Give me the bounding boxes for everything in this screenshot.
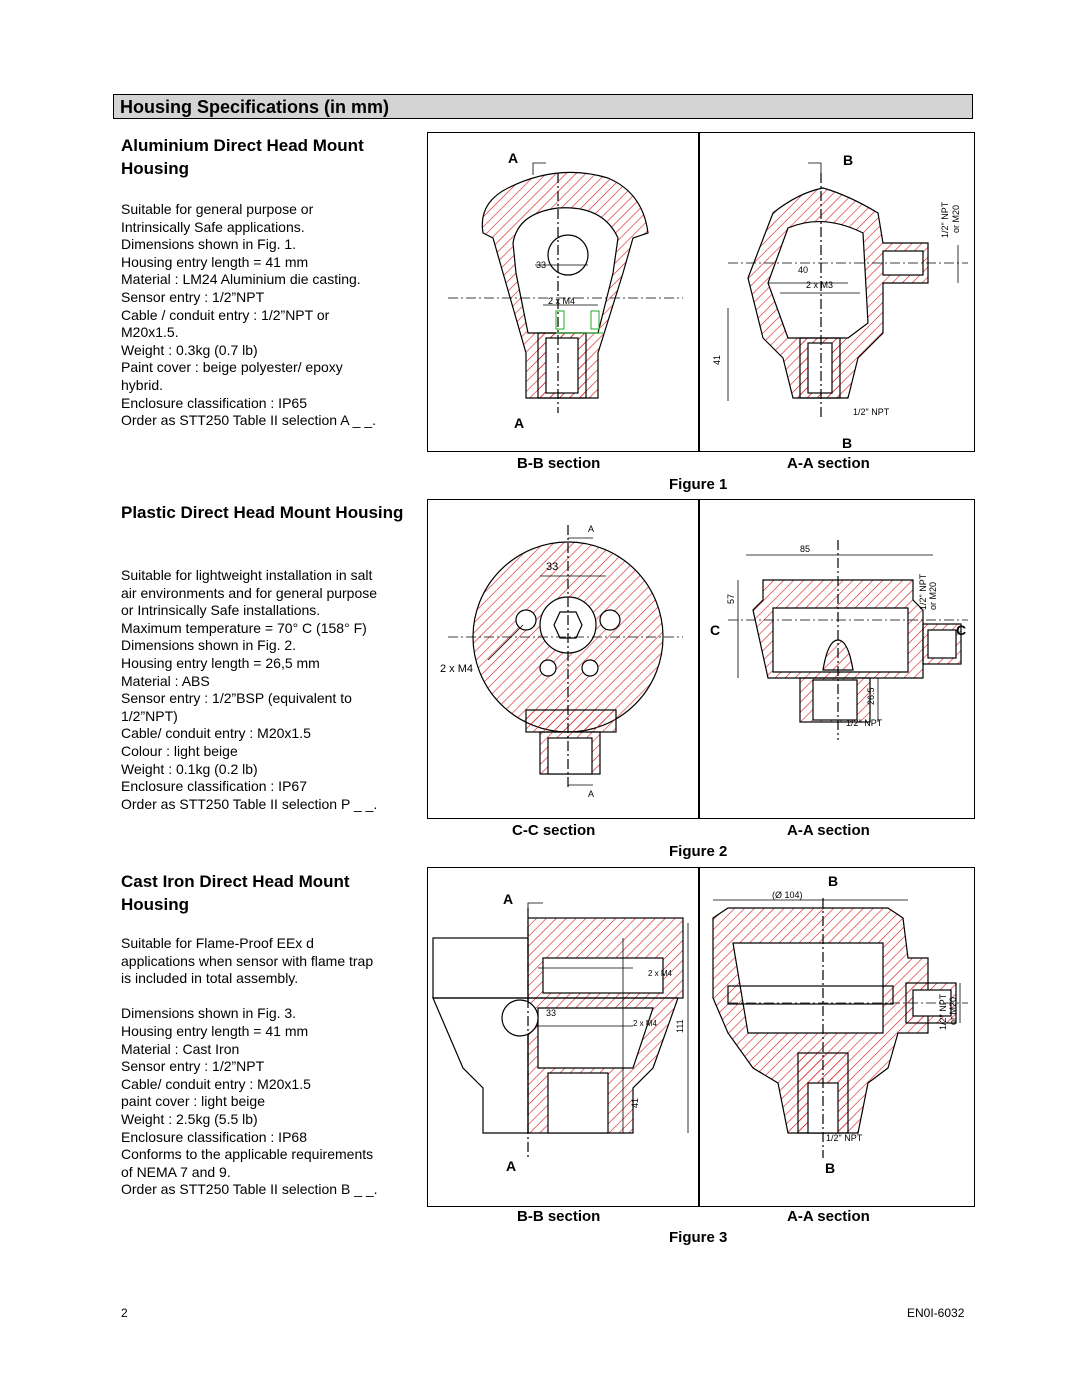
figure-2-label: Figure 2 <box>669 843 728 860</box>
dimension-label: 2 x M3 <box>806 280 834 290</box>
spec-line: Order as STT250 Table II selection B _ _. <box>121 1181 378 1198</box>
spec-line: Weight : 2.5kg (5.5 lb) <box>121 1110 258 1127</box>
spec-line: Suitable for lightweight installation in salt <box>121 567 373 583</box>
dimension-label: or M20 <box>948 996 958 1025</box>
spec-line: Enclosure classification : IP68 <box>121 1128 307 1145</box>
dimension-label: or M20 <box>928 581 938 610</box>
dimension-label: 33 <box>546 1008 557 1018</box>
section-marker-b: B <box>825 1160 836 1176</box>
spec-line: or Intrinsically Safe installations. <box>121 602 321 619</box>
section-marker-a: A <box>514 415 525 431</box>
aluminium-heading: Aluminium Direct Head Mount Housing <box>121 136 364 178</box>
dimension-label: 1/2" NPT <box>846 718 883 728</box>
spec-line: Housing entry length = 41 mm <box>121 1022 309 1039</box>
section-marker-a: A <box>588 524 595 534</box>
section-marker-a: A <box>588 789 595 799</box>
spec-line: Cable/ conduit entry : M20x1.5 <box>121 1075 311 1092</box>
spec-line: hybrid. <box>121 376 164 393</box>
spec-line: Cable/ conduit entry : M20x1.5 <box>121 725 311 742</box>
cast-iron-description <box>121 935 421 1199</box>
dimension-label: 41 <box>630 1097 640 1108</box>
spec-line: Material : LM24 Aluminium die casting. <box>121 271 361 288</box>
section-marker-a: A <box>506 1158 517 1174</box>
spec-line: Weight : 0.3kg (0.7 lb) <box>121 341 258 358</box>
spec-line: Paint cover : beige polyester/ epoxy <box>121 359 343 376</box>
figure-3-drawing <box>428 868 974 1206</box>
spec-line: Sensor entry : 1/2”NPT <box>121 288 265 305</box>
spec-line: Weight : 0.1kg (0.2 lb) <box>121 760 258 777</box>
section-marker-a: A <box>508 150 519 166</box>
page-title-bar <box>113 94 973 119</box>
spec-line: Dimensions shown in Fig. 1. <box>121 236 297 253</box>
dimension-label: 1/2" NPT <box>918 573 928 610</box>
spec-line: Intrinsically Safe applications. <box>121 218 305 235</box>
spec-line: of NEMA 7 and 9. <box>121 1163 231 1180</box>
figure-1-frame <box>427 132 975 452</box>
spec-line: Dimensions shown in Fig. 3. <box>121 1005 297 1022</box>
spec-line: air environments and for general purpose <box>121 584 378 601</box>
figure-3-frame <box>427 867 975 1207</box>
figure-1-label: Figure 1 <box>669 476 728 493</box>
figure-3-right-caption: A-A section <box>787 1208 870 1225</box>
spec-line: Material : ABS <box>121 672 210 689</box>
figure-1-left-caption: B-B section <box>517 455 601 472</box>
spec-line: Material : Cast Iron <box>121 1040 240 1057</box>
section-marker-b: B <box>828 873 839 889</box>
page-number: 2 <box>121 1306 128 1320</box>
dimension-label: 2 x M4 <box>440 663 474 675</box>
dimension-label: 33 <box>536 260 547 270</box>
spec-line: Order as STT250 Table II selection A _ _. <box>121 412 376 429</box>
dimension-label: 2 x M4 <box>548 296 576 306</box>
dimension-label: 1/2" NPT <box>940 201 950 238</box>
spec-line: Cable / conduit entry : 1/2”NPT or <box>121 306 330 323</box>
dimension-label: (Ø 104) <box>772 890 803 900</box>
spec-line: Housing entry length = 41 mm <box>121 253 309 270</box>
dimension-label: 1/2" NPT <box>938 993 948 1030</box>
spec-line: Dimensions shown in Fig. 2. <box>121 637 297 654</box>
figure-1-drawing <box>428 133 974 451</box>
dimension-label: 26.5 <box>866 687 876 705</box>
section-marker-c: C <box>956 622 967 638</box>
dimension-label: 1/2" NPT <box>826 1133 863 1143</box>
dimension-label: 41 <box>712 354 722 365</box>
spec-line: Enclosure classification : IP67 <box>121 778 307 795</box>
dimension-label: 2 x M4 <box>633 1019 658 1028</box>
plastic-heading: Plastic Direct Head Mount Housing <box>121 503 404 522</box>
spec-line: applications when sensor with flame trap <box>121 952 374 969</box>
cast-iron-heading: Cast Iron Direct Head Mount Housing <box>121 872 350 914</box>
spec-line: Sensor entry : 1/2”NPT <box>121 1058 265 1075</box>
spec-line: Sensor entry : 1/2”BSP (equivalent to <box>121 690 352 707</box>
figure-2-left-caption: C-C section <box>512 822 596 839</box>
dimension-label: 2 x M4 <box>648 969 673 978</box>
spec-line: M20x1.5. <box>121 324 179 341</box>
spec-line: Suitable for general purpose or <box>121 201 314 217</box>
spec-line: Maximum temperature = 70° C (158° F) <box>121 619 367 636</box>
spec-line: 1/2”NPT) <box>121 707 178 724</box>
dimension-label: 33 <box>546 561 559 573</box>
figure-1-right-caption: A-A section <box>787 455 870 472</box>
spec-line: Conforms to the applicable requirements <box>121 1146 374 1163</box>
dimension-label: or M20 <box>951 204 961 233</box>
spec-line: Enclosure classification : IP65 <box>121 394 307 411</box>
dimension-label: 85 <box>800 544 811 554</box>
figure-3-label: Figure 3 <box>669 1229 728 1246</box>
figure-2-frame <box>427 499 975 819</box>
spec-line: is included in total assembly. <box>121 970 299 987</box>
spec-line: Suitable for Flame-Proof EEx d <box>121 935 314 951</box>
section-marker-b: B <box>842 435 853 451</box>
section-marker-a: A <box>503 891 514 907</box>
spec-line: Colour : light beige <box>121 742 238 759</box>
figure-2-drawing <box>428 500 974 818</box>
spec-line: Order as STT250 Table II selection P _ _. <box>121 795 378 812</box>
plastic-description <box>121 567 421 813</box>
section-marker-c: C <box>710 622 721 638</box>
spec-line <box>121 988 421 1006</box>
dimension-label: 57 <box>726 593 736 604</box>
spec-line: paint cover : light beige <box>121 1093 265 1110</box>
figure-3-left-caption: B-B section <box>517 1208 601 1225</box>
figure-2-right-caption: A-A section <box>787 822 870 839</box>
dimension-label: 40 <box>798 265 809 275</box>
dimension-label: 1/2" NPT <box>853 407 890 417</box>
document-code: EN0I-6032 <box>907 1306 965 1320</box>
page-title: Housing Specifications (in mm) <box>120 97 390 117</box>
aluminium-description <box>121 201 421 430</box>
dimension-label: 111 <box>675 1019 685 1033</box>
section-marker-b: B <box>843 152 854 168</box>
spec-line: Housing entry length = 26,5 mm <box>121 654 320 671</box>
